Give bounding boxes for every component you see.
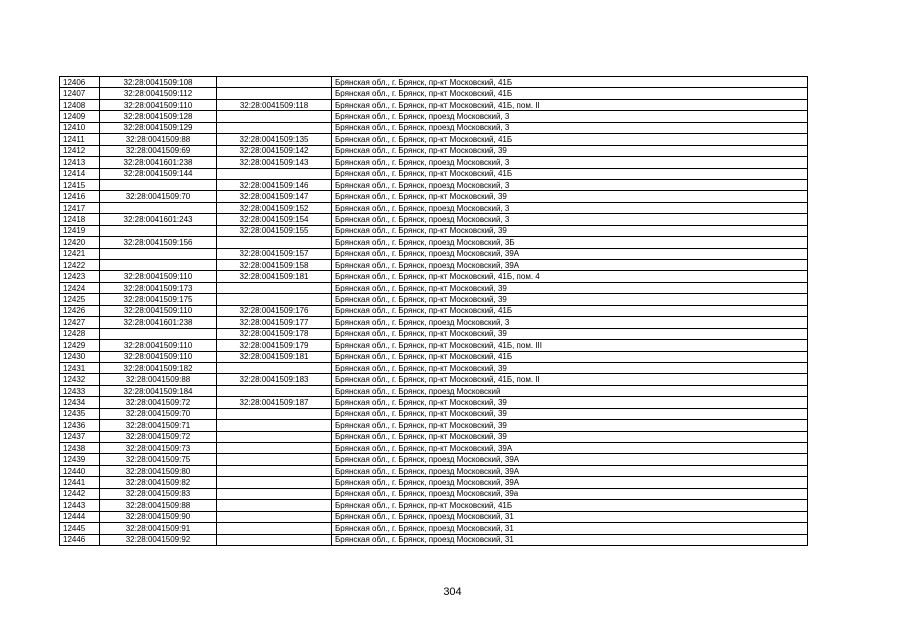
related-cadastral-number-cell: 32:28:0041509:179 xyxy=(217,340,332,351)
row-number-cell: 12425 xyxy=(60,294,100,305)
row-number-cell: 12423 xyxy=(60,271,100,282)
cadastral-number-cell: 32:28:0041509:110 xyxy=(100,271,217,282)
table-row xyxy=(60,260,808,271)
row-number-cell: 12416 xyxy=(60,191,100,202)
page-number: 304 xyxy=(443,586,462,598)
address-cell: Брянская обл., г. Брянск, проезд Московский, 3 xyxy=(332,157,808,168)
table-body xyxy=(60,77,808,546)
cadastral-number-cell: 32:28:0041509:69 xyxy=(100,145,217,156)
row-number-cell: 12445 xyxy=(60,523,100,534)
table-row xyxy=(60,237,808,248)
address-cell: Брянская обл., г. Брянск, пр-кт Московский, 41Б xyxy=(332,500,808,511)
row-number-cell: 12424 xyxy=(60,282,100,293)
row-number-cell: 12406 xyxy=(60,77,100,88)
related-cadastral-number-cell: 32:28:0041509:183 xyxy=(217,374,332,385)
cadastral-number-cell: 32:28:0041509:90 xyxy=(100,511,217,522)
cadastral-number-cell: 32:28:0041509:110 xyxy=(100,340,217,351)
table-row xyxy=(60,328,808,339)
address-cell: Брянская обл., г. Брянск, проезд Московский, 3Б xyxy=(332,237,808,248)
address-cell: Брянская обл., г. Брянск, пр-кт Московский, 39 xyxy=(332,408,808,419)
address-cell: Брянская обл., г. Брянск, пр-кт Московский, 39 xyxy=(332,282,808,293)
table-row xyxy=(60,99,808,110)
related-cadastral-number-cell xyxy=(217,88,332,99)
table-row xyxy=(60,465,808,476)
table-row xyxy=(60,351,808,362)
row-number-cell: 12432 xyxy=(60,374,100,385)
cadastral-number-cell: 32:28:0041509:175 xyxy=(100,294,217,305)
related-cadastral-number-cell: 32:28:0041509:176 xyxy=(217,305,332,316)
address-cell: Брянская обл., г. Брянск, проезд Московский xyxy=(332,385,808,396)
cadastral-number-cell: 32:28:0041509:70 xyxy=(100,408,217,419)
address-cell: Брянская обл., г. Брянск, проезд Московский, 39а xyxy=(332,488,808,499)
table-row xyxy=(60,362,808,373)
address-cell: Брянская обл., г. Брянск, пр-кт Московский, 41Б xyxy=(332,351,808,362)
related-cadastral-number-cell xyxy=(217,77,332,88)
address-cell: Брянская обл., г. Брянск, пр-кт Московский, 39А xyxy=(332,443,808,454)
row-number-cell: 12441 xyxy=(60,477,100,488)
cadastral-number-cell xyxy=(100,260,217,271)
related-cadastral-number-cell: 32:28:0041509:155 xyxy=(217,225,332,236)
related-cadastral-number-cell xyxy=(217,443,332,454)
cadastral-number-cell: 32:28:0041509:128 xyxy=(100,111,217,122)
cadastral-number-cell: 32:28:0041509:144 xyxy=(100,168,217,179)
table-row xyxy=(60,534,808,545)
cadastral-number-cell: 32:28:0041509:108 xyxy=(100,77,217,88)
table-row xyxy=(60,134,808,145)
related-cadastral-number-cell: 32:28:0041509:118 xyxy=(217,99,332,110)
row-number-cell: 12429 xyxy=(60,340,100,351)
row-number-cell: 12436 xyxy=(60,420,100,431)
table-row xyxy=(60,157,808,168)
cadastral-number-cell xyxy=(100,179,217,190)
row-number-cell: 12444 xyxy=(60,511,100,522)
cadastral-number-cell: 32:28:0041509:70 xyxy=(100,191,217,202)
address-cell: Брянская обл., г. Брянск, проезд Московский, 3 xyxy=(332,202,808,213)
cadastral-number-cell: 32:28:0041509:72 xyxy=(100,431,217,442)
address-cell: Брянская обл., г. Брянск, проезд Московский, 3 xyxy=(332,179,808,190)
row-number-cell: 12430 xyxy=(60,351,100,362)
cadastral-number-cell xyxy=(100,248,217,259)
cadastral-number-cell: 32:28:0041509:88 xyxy=(100,500,217,511)
table-row xyxy=(60,88,808,99)
address-cell: Брянская обл., г. Брянск, проезд Московский, 31 xyxy=(332,523,808,534)
row-number-cell: 12443 xyxy=(60,500,100,511)
table-row xyxy=(60,340,808,351)
address-cell: Брянская обл., г. Брянск, проезд Московский, 3 xyxy=(332,214,808,225)
address-cell: Брянская обл., г. Брянск, пр-кт Московский, 41Б, пом. II xyxy=(332,99,808,110)
address-cell: Брянская обл., г. Брянск, пр-кт Московский, 39 xyxy=(332,225,808,236)
table-row xyxy=(60,477,808,488)
cadastral-number-cell: 32:28:0041509:73 xyxy=(100,443,217,454)
address-cell: Брянская обл., г. Брянск, проезд Московский, 3 xyxy=(332,111,808,122)
table-row xyxy=(60,385,808,396)
cadastral-number-cell: 32:28:0041509:71 xyxy=(100,420,217,431)
address-cell: Брянская обл., г. Брянск, проезд Московский, 3 xyxy=(332,317,808,328)
related-cadastral-number-cell xyxy=(217,454,332,465)
table-row xyxy=(60,420,808,431)
cadastral-number-cell: 32:28:0041509:112 xyxy=(100,88,217,99)
table-row xyxy=(60,408,808,419)
cadastral-number-cell: 32:28:0041509:72 xyxy=(100,397,217,408)
row-number-cell: 12442 xyxy=(60,488,100,499)
related-cadastral-number-cell xyxy=(217,111,332,122)
row-number-cell: 12437 xyxy=(60,431,100,442)
address-cell: Брянская обл., г. Брянск, пр-кт Московский, 41Б xyxy=(332,305,808,316)
related-cadastral-number-cell xyxy=(217,122,332,133)
related-cadastral-number-cell xyxy=(217,523,332,534)
address-cell: Брянская обл., г. Брянск, пр-кт Московский, 39 xyxy=(332,397,808,408)
cadastral-number-cell: 32:28:0041509:92 xyxy=(100,534,217,545)
row-number-cell: 12438 xyxy=(60,443,100,454)
related-cadastral-number-cell: 32:28:0041509:142 xyxy=(217,145,332,156)
cadastral-number-cell: 32:28:0041509:184 xyxy=(100,385,217,396)
row-number-cell: 12439 xyxy=(60,454,100,465)
address-cell: Брянская обл., г. Брянск, пр-кт Московский, 41Б xyxy=(332,168,808,179)
address-cell: Брянская обл., г. Брянск, проезд Московский, 31 xyxy=(332,534,808,545)
cadastral-number-cell xyxy=(100,328,217,339)
related-cadastral-number-cell xyxy=(217,282,332,293)
row-number-cell: 12413 xyxy=(60,157,100,168)
address-cell: Брянская обл., г. Брянск, пр-кт Московский, 41Б xyxy=(332,77,808,88)
cadastral-number-cell: 32:28:0041601:238 xyxy=(100,317,217,328)
address-cell: Брянская обл., г. Брянск, проезд Московский, 39А xyxy=(332,465,808,476)
address-cell: Брянская обл., г. Брянск, пр-кт Московский, 39 xyxy=(332,362,808,373)
table-row xyxy=(60,374,808,385)
row-number-cell: 12421 xyxy=(60,248,100,259)
table-row xyxy=(60,488,808,499)
cadastral-number-cell: 32:28:0041509:91 xyxy=(100,523,217,534)
table-row xyxy=(60,202,808,213)
related-cadastral-number-cell: 32:28:0041509:178 xyxy=(217,328,332,339)
table-row xyxy=(60,523,808,534)
related-cadastral-number-cell: 32:28:0041509:135 xyxy=(217,134,332,145)
address-cell: Брянская обл., г. Брянск, пр-кт Московский, 39 xyxy=(332,294,808,305)
related-cadastral-number-cell: 32:28:0041509:154 xyxy=(217,214,332,225)
row-number-cell: 12426 xyxy=(60,305,100,316)
table-row xyxy=(60,214,808,225)
table-row xyxy=(60,500,808,511)
address-cell: Брянская обл., г. Брянск, пр-кт Московский, 39 xyxy=(332,191,808,202)
related-cadastral-number-cell xyxy=(217,465,332,476)
table-row xyxy=(60,511,808,522)
cadastral-number-cell: 32:28:0041509:75 xyxy=(100,454,217,465)
cadastral-number-cell: 32:28:0041509:110 xyxy=(100,351,217,362)
row-number-cell: 12435 xyxy=(60,408,100,419)
cadastral-number-cell: 32:28:0041509:110 xyxy=(100,99,217,110)
address-cell: Брянская обл., г. Брянск, проезд Московский, 39А xyxy=(332,477,808,488)
row-number-cell: 12420 xyxy=(60,237,100,248)
row-number-cell: 12419 xyxy=(60,225,100,236)
address-cell: Брянская обл., г. Брянск, пр-кт Московский, 39 xyxy=(332,145,808,156)
row-number-cell: 12409 xyxy=(60,111,100,122)
cadastral-number-cell xyxy=(100,202,217,213)
cadastral-number-cell: 32:28:0041509:82 xyxy=(100,477,217,488)
related-cadastral-number-cell: 32:28:0041509:158 xyxy=(217,260,332,271)
row-number-cell: 12433 xyxy=(60,385,100,396)
related-cadastral-number-cell: 32:28:0041509:146 xyxy=(217,179,332,190)
table-row xyxy=(60,248,808,259)
table-row xyxy=(60,191,808,202)
address-cell: Брянская обл., г. Брянск, пр-кт Московский, 41Б, пом. 4 xyxy=(332,271,808,282)
related-cadastral-number-cell xyxy=(217,385,332,396)
related-cadastral-number-cell: 32:28:0041509:181 xyxy=(217,271,332,282)
address-cell: Брянская обл., г. Брянск, пр-кт Московский, 41Б xyxy=(332,134,808,145)
related-cadastral-number-cell xyxy=(217,511,332,522)
related-cadastral-number-cell xyxy=(217,500,332,511)
cadastral-number-cell: 32:28:0041601:243 xyxy=(100,214,217,225)
table-row xyxy=(60,179,808,190)
table-row xyxy=(60,294,808,305)
table-row xyxy=(60,77,808,88)
row-number-cell: 12422 xyxy=(60,260,100,271)
address-cell: Брянская обл., г. Брянск, проезд Московский, 39А xyxy=(332,454,808,465)
row-number-cell: 12428 xyxy=(60,328,100,339)
cadastral-number-cell: 32:28:0041509:156 xyxy=(100,237,217,248)
row-number-cell: 12408 xyxy=(60,99,100,110)
row-number-cell: 12431 xyxy=(60,362,100,373)
address-cell: Брянская обл., г. Брянск, пр-кт Московский, 41Б, пом. III xyxy=(332,340,808,351)
related-cadastral-number-cell: 32:28:0041509:143 xyxy=(217,157,332,168)
related-cadastral-number-cell xyxy=(217,362,332,373)
row-number-cell: 12427 xyxy=(60,317,100,328)
address-cell: Брянская обл., г. Брянск, проезд Московский, 39А xyxy=(332,260,808,271)
table-row xyxy=(60,397,808,408)
table-row xyxy=(60,271,808,282)
row-number-cell: 12414 xyxy=(60,168,100,179)
row-number-cell: 12410 xyxy=(60,122,100,133)
related-cadastral-number-cell xyxy=(217,431,332,442)
address-cell: Брянская обл., г. Брянск, проезд Московский, 3 xyxy=(332,122,808,133)
related-cadastral-number-cell: 32:28:0041509:147 xyxy=(217,191,332,202)
cadastral-number-cell: 32:28:0041509:80 xyxy=(100,465,217,476)
row-number-cell: 12434 xyxy=(60,397,100,408)
row-number-cell: 12411 xyxy=(60,134,100,145)
row-number-cell: 12418 xyxy=(60,214,100,225)
cadastral-number-cell: 32:28:0041509:88 xyxy=(100,134,217,145)
cadastral-number-cell: 32:28:0041601:238 xyxy=(100,157,217,168)
cadastral-number-cell: 32:28:0041509:173 xyxy=(100,282,217,293)
related-cadastral-number-cell xyxy=(217,420,332,431)
related-cadastral-number-cell xyxy=(217,488,332,499)
cadastral-number-cell: 32:28:0041509:88 xyxy=(100,374,217,385)
address-cell: Брянская обл., г. Брянск, проезд Московский, 39А xyxy=(332,248,808,259)
table-row xyxy=(60,111,808,122)
table-row xyxy=(60,317,808,328)
row-number-cell: 12407 xyxy=(60,88,100,99)
address-cell: Брянская обл., г. Брянск, проезд Московский, 31 xyxy=(332,511,808,522)
row-number-cell: 12446 xyxy=(60,534,100,545)
table-row xyxy=(60,122,808,133)
related-cadastral-number-cell xyxy=(217,294,332,305)
related-cadastral-number-cell xyxy=(217,168,332,179)
cadastral-number-cell xyxy=(100,225,217,236)
table-row xyxy=(60,305,808,316)
address-cell: Брянская обл., г. Брянск, пр-кт Московский, 41Б xyxy=(332,88,808,99)
related-cadastral-number-cell: 32:28:0041509:177 xyxy=(217,317,332,328)
row-number-cell: 12440 xyxy=(60,465,100,476)
cadastral-number-cell: 32:28:0041509:182 xyxy=(100,362,217,373)
related-cadastral-number-cell xyxy=(217,477,332,488)
related-cadastral-number-cell: 32:28:0041509:181 xyxy=(217,351,332,362)
table-row xyxy=(60,454,808,465)
table-row xyxy=(60,443,808,454)
related-cadastral-number-cell: 32:28:0041509:157 xyxy=(217,248,332,259)
cadastral-number-cell: 32:28:0041509:129 xyxy=(100,122,217,133)
table-row xyxy=(60,168,808,179)
table-row xyxy=(60,431,808,442)
address-cell: Брянская обл., г. Брянск, пр-кт Московский, 41Б, пом. II xyxy=(332,374,808,385)
table-row xyxy=(60,225,808,236)
cadastral-number-cell: 32:28:0041509:110 xyxy=(100,305,217,316)
row-number-cell: 12412 xyxy=(60,145,100,156)
address-cell: Брянская обл., г. Брянск, пр-кт Московский, 39 xyxy=(332,431,808,442)
registry-table xyxy=(59,76,808,546)
related-cadastral-number-cell xyxy=(217,237,332,248)
table-row xyxy=(60,145,808,156)
row-number-cell: 12415 xyxy=(60,179,100,190)
row-number-cell: 12417 xyxy=(60,202,100,213)
related-cadastral-number-cell xyxy=(217,534,332,545)
related-cadastral-number-cell: 32:28:0041509:187 xyxy=(217,397,332,408)
table-row xyxy=(60,282,808,293)
address-cell: Брянская обл., г. Брянск, пр-кт Московский, 39 xyxy=(332,328,808,339)
related-cadastral-number-cell: 32:28:0041509:152 xyxy=(217,202,332,213)
related-cadastral-number-cell xyxy=(217,408,332,419)
address-cell: Брянская обл., г. Брянск, пр-кт Московский, 39 xyxy=(332,420,808,431)
cadastral-number-cell: 32:28:0041509:83 xyxy=(100,488,217,499)
